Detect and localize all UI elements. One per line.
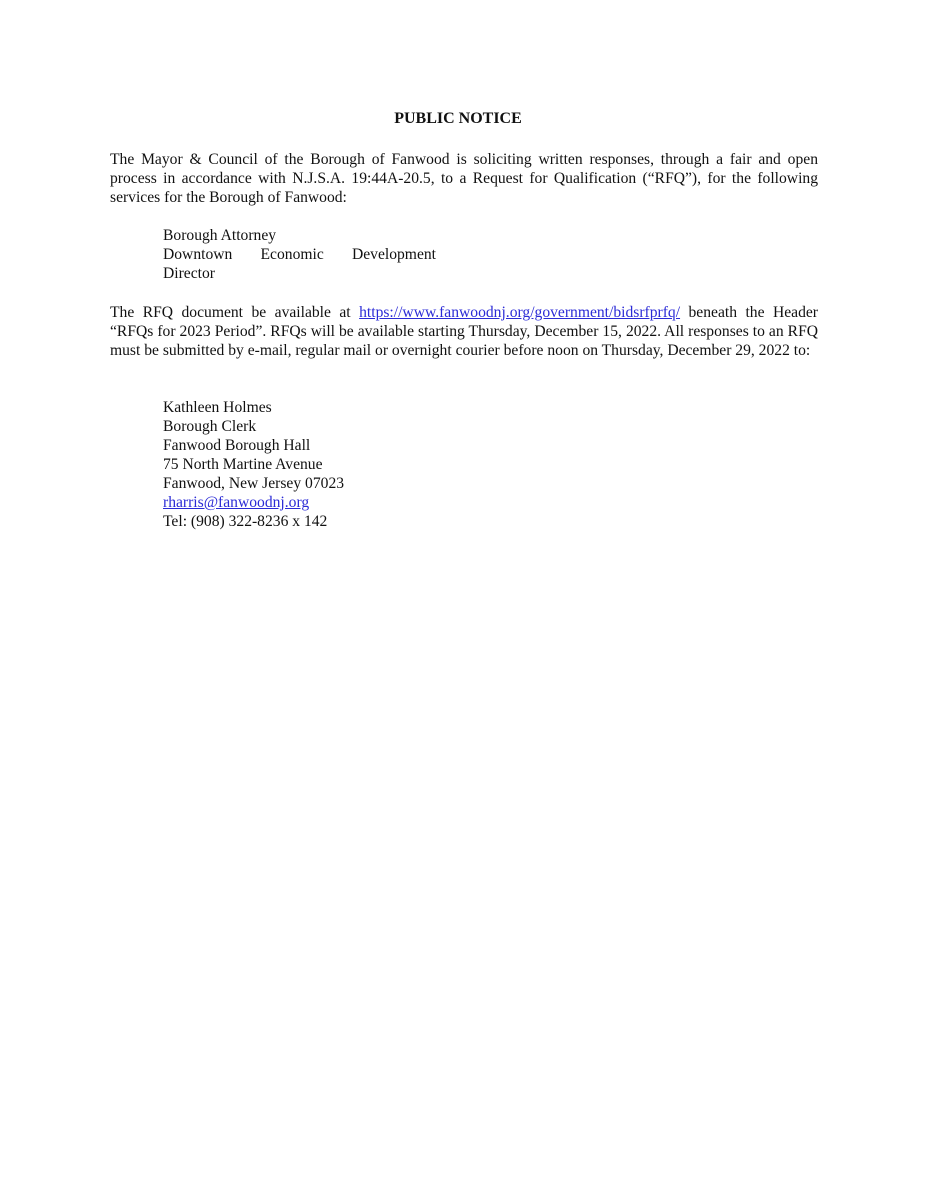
service-downtown-economic-development	[163, 245, 436, 264]
service-word: Development	[351, 246, 436, 263]
contact-city: Fanwood, New Jersey 07023	[163, 475, 345, 492]
contact-street: 75 North Martine Avenue	[163, 456, 323, 473]
intro-paragraph: The Mayor & Council of the Borough of Fanwood is soliciting written responses, through a fair and open process in accordance with N.J.S.A. 19:44A-20.5, to a Request for Qualification (“RFQ”), for the following services for the Borough of Fanwood:	[110, 151, 818, 206]
page-title: PUBLIC NOTICE	[394, 110, 522, 127]
services-list	[163, 226, 436, 283]
contact-phone: Tel: (908) 322-8236 x 142	[163, 513, 328, 530]
service-word: Downtown	[163, 246, 233, 263]
availability-text-after: beneath the Header “RFQs for 2023 Period”. RFQs will be available starting Thursday, December 15, 2022. All responses to an RFQ must be submitted by e-mail, regular mail or overnight courier before noon on Thursday, December 29, 2022 to:	[110, 304, 818, 359]
availability-paragraph	[110, 303, 818, 360]
contact-position: Borough Clerk	[163, 418, 257, 435]
service-word: Economic	[260, 246, 324, 263]
service-borough-attorney: Borough Attorney	[163, 227, 277, 244]
contact-email-link[interactable]: rharris@fanwoodnj.org	[163, 494, 310, 511]
service-director: Director	[163, 265, 215, 282]
contact-block	[163, 398, 344, 531]
contact-name: Kathleen Holmes	[163, 399, 272, 416]
rfq-link[interactable]: https://www.fanwoodnj.org/government/bidsrfprfq/	[359, 304, 681, 321]
availability-text-before: The RFQ document be available at	[110, 304, 360, 321]
contact-office: Fanwood Borough Hall	[163, 437, 311, 454]
